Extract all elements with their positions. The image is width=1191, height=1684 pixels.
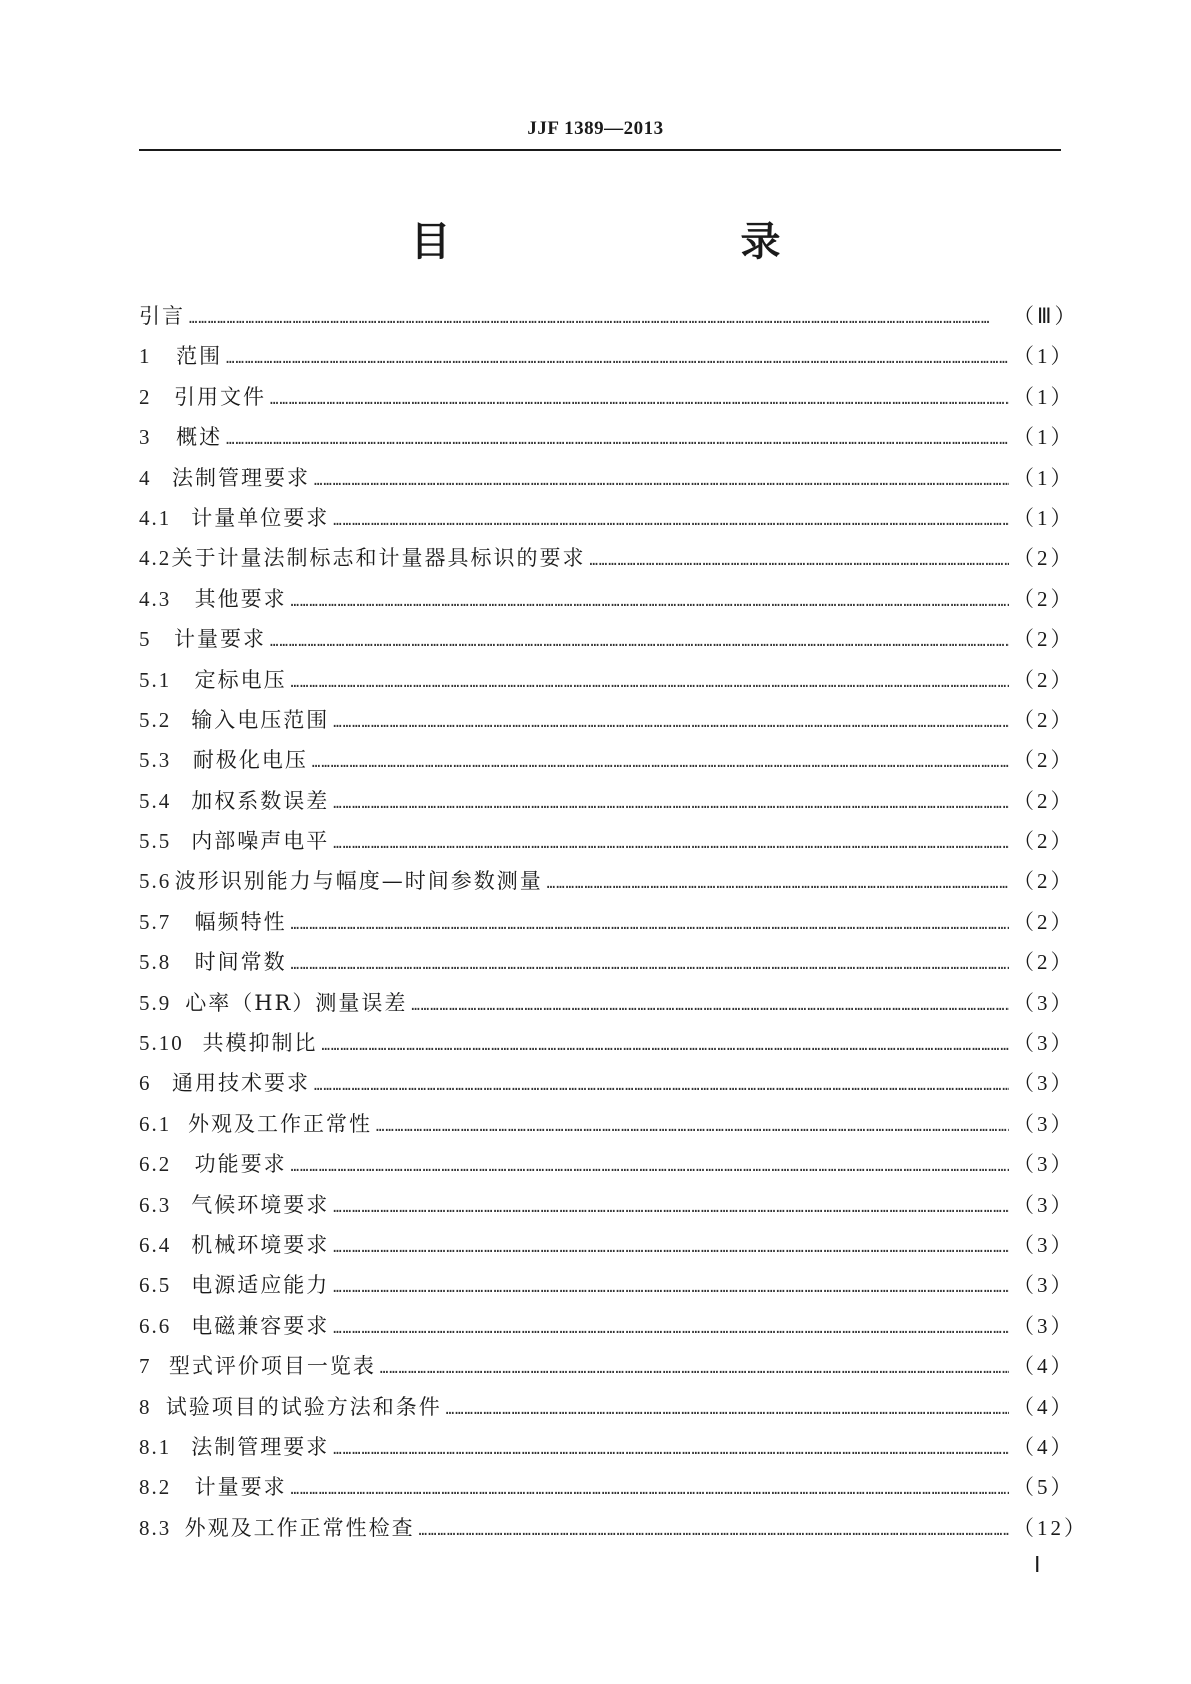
- toc-dot-leader: [291, 1159, 1009, 1175]
- toc-entry-number: 6.5: [139, 1273, 172, 1298]
- toc-entry-number: 6.4: [139, 1232, 172, 1257]
- toc-entry-page: （2）: [1013, 667, 1075, 692]
- toc-entry-title: 输入电压范围: [191, 707, 330, 732]
- document-code: JJF 1389—2013: [527, 118, 664, 139]
- toc-entry-page: （3）: [1013, 990, 1075, 1015]
- toc-entry[interactable]: [139, 1350, 1075, 1390]
- page-number: Ⅰ: [1034, 1552, 1041, 1577]
- toc-entry[interactable]: [139, 987, 1075, 1027]
- toc-entry-title: 引用文件: [174, 384, 267, 409]
- toc-entry-title: 定标电压: [194, 667, 287, 692]
- toc-entry-number: 8: [139, 1394, 152, 1419]
- toc-dot-leader: [312, 755, 1009, 771]
- toc-entry[interactable]: [139, 381, 1075, 421]
- toc-entry[interactable]: [139, 421, 1075, 461]
- toc-entry-title: 幅频特性: [194, 909, 287, 934]
- toc-entry-number: 6.1: [139, 1111, 172, 1136]
- toc-entry-page: （1）: [1013, 505, 1075, 530]
- header-divider: [139, 149, 1061, 151]
- toc-entry-page: （3）: [1013, 1273, 1075, 1298]
- toc-entry-title: 功能要求: [194, 1152, 287, 1177]
- toc-entry-page: （3）: [1013, 1152, 1075, 1177]
- toc-entry[interactable]: [139, 300, 1079, 340]
- toc-entry-number: 6.6: [139, 1313, 172, 1338]
- toc-entry[interactable]: [139, 1229, 1075, 1269]
- toc-entry-title: 引言: [139, 304, 185, 328]
- toc-entry-page: （3）: [1013, 1071, 1075, 1096]
- toc-entry-page: （2）: [1013, 909, 1075, 934]
- toc-entry[interactable]: [139, 744, 1075, 784]
- toc-entry[interactable]: [139, 462, 1075, 502]
- toc-entry-title: 范围: [176, 344, 223, 369]
- toc-entry[interactable]: [139, 1189, 1075, 1229]
- toc-dot-leader: [333, 836, 1009, 852]
- toc-entry-number: 3: [139, 425, 152, 450]
- toc-entry-number: 4.1: [139, 505, 172, 530]
- toc-entry-number: 5.6: [139, 869, 172, 894]
- toc-entry-page: （2）: [1013, 586, 1075, 611]
- toc-entry-title: 概述: [176, 425, 223, 450]
- toc-entry-title: 外观及工作正常性: [187, 1111, 372, 1136]
- toc-entry-page: （2）: [1013, 950, 1075, 975]
- toc-entry[interactable]: [139, 1108, 1075, 1148]
- toc-entry-title: 试验项目的试验方法和条件: [165, 1394, 442, 1419]
- toc-entry-number: 5.8: [139, 950, 172, 975]
- toc-entry[interactable]: [139, 664, 1075, 704]
- toc-dot-leader: [333, 1280, 1009, 1296]
- toc-entry[interactable]: [139, 340, 1075, 380]
- toc-dot-leader: [291, 594, 1009, 610]
- toc-entry[interactable]: [139, 1067, 1075, 1107]
- toc-entry-page: （2）: [1013, 627, 1075, 652]
- toc-entry-number: 1: [139, 344, 152, 369]
- toc-entry-number: 5.2: [139, 707, 172, 732]
- toc-entry-page: （1）: [1013, 344, 1075, 369]
- toc-entry[interactable]: [139, 1391, 1075, 1431]
- toc-entry-page: （2）: [1013, 829, 1075, 854]
- toc-dot-leader: [419, 1523, 1009, 1539]
- toc-entry-page: （3）: [1013, 1232, 1075, 1257]
- toc-entry-number: 6.2: [139, 1152, 172, 1177]
- toc-entry-title: 电磁兼容要求: [191, 1313, 330, 1338]
- toc-entry-page: （1）: [1013, 384, 1075, 409]
- toc-entry-number: 8.3: [139, 1515, 172, 1540]
- toc-entry-number: 5.7: [139, 909, 172, 934]
- toc-entry-page: （4）: [1013, 1394, 1075, 1419]
- toc-entry-page: （5）: [1013, 1475, 1075, 1500]
- toc-entry[interactable]: [139, 583, 1075, 623]
- toc-entry-number: 4.2: [139, 546, 172, 571]
- toc-entry[interactable]: [139, 704, 1075, 744]
- toc-entry-number: 2: [139, 384, 152, 409]
- toc-entry-title: 心率（HR）测量误差: [185, 990, 408, 1015]
- toc-entry-page: （Ⅲ）: [1013, 304, 1079, 328]
- toc-entry-title: 其他要求: [194, 586, 287, 611]
- toc-entry-page: （2）: [1013, 707, 1075, 732]
- toc-dot-leader: [270, 392, 1009, 408]
- toc-entry-page: （4）: [1013, 1354, 1075, 1379]
- toc-entry-title: 时间常数: [194, 950, 287, 975]
- toc-dot-leader: [333, 796, 1009, 812]
- toc-dot-leader: [291, 957, 1009, 973]
- toc-entry[interactable]: [139, 542, 1075, 582]
- toc-entry-number: 7: [139, 1354, 152, 1379]
- toc-entry-number: 8.1: [139, 1434, 172, 1459]
- toc-dot-leader: [589, 553, 1009, 569]
- toc-entry-title: 计量单位要求: [191, 505, 330, 530]
- toc-entry[interactable]: [139, 502, 1075, 542]
- toc-dot-leader: [547, 876, 1009, 892]
- toc-entry-page: （2）: [1013, 748, 1075, 773]
- toc-dot-leader: [291, 675, 1009, 691]
- toc-entry[interactable]: [139, 1512, 1088, 1552]
- toc-entry-page: （2）: [1013, 869, 1075, 894]
- toc-dot-leader: [321, 1038, 1009, 1054]
- toc-entry[interactable]: [139, 825, 1075, 865]
- page-title: 目 录: [410, 219, 851, 265]
- table-of-contents: [139, 300, 1088, 1552]
- toc-entry-number: 5.4: [139, 788, 172, 813]
- toc-entry-title: 型式评价项目一览表: [168, 1354, 376, 1379]
- toc-entry[interactable]: [139, 1310, 1075, 1350]
- toc-entry-number: 5.3: [139, 748, 172, 773]
- toc-entry-number: 5.5: [139, 829, 172, 854]
- toc-dot-leader: [376, 1119, 1009, 1135]
- toc-dot-leader: [291, 1482, 1009, 1498]
- toc-entry[interactable]: [139, 1027, 1075, 1067]
- toc-entry[interactable]: [139, 1148, 1075, 1188]
- toc-entry-number: 6: [139, 1071, 152, 1096]
- toc-entry-title: 内部噪声电平: [191, 829, 330, 854]
- toc-entry-title: 机械环境要求: [191, 1232, 330, 1257]
- toc-dot-leader: [226, 351, 1009, 367]
- toc-dot-leader: [411, 998, 1009, 1014]
- toc-entry[interactable]: [139, 1431, 1075, 1471]
- toc-dot-leader: [226, 432, 1009, 448]
- toc-entry-number: 8.2: [139, 1475, 172, 1500]
- toc-dot-leader: [333, 715, 1009, 731]
- toc-entry-page: （2）: [1013, 546, 1075, 571]
- toc-dot-leader: [333, 1321, 1009, 1337]
- toc-dot-leader: [189, 311, 1009, 327]
- toc-entry[interactable]: [139, 623, 1075, 663]
- toc-entry-page: （1）: [1013, 465, 1075, 490]
- toc-entry-page: （1）: [1013, 425, 1075, 450]
- toc-entry-number: 5.1: [139, 667, 172, 692]
- toc-entry[interactable]: [139, 1269, 1075, 1309]
- toc-entry[interactable]: [139, 946, 1075, 986]
- toc-entry-number: 4.3: [139, 586, 172, 611]
- toc-entry-page: （3）: [1013, 1313, 1075, 1338]
- toc-entry-number: 5.10: [139, 1031, 184, 1056]
- toc-entry[interactable]: [139, 906, 1075, 946]
- toc-entry-page: （12）: [1013, 1515, 1088, 1540]
- toc-entry-number: 6.3: [139, 1192, 172, 1217]
- toc-entry-number: 4: [139, 465, 152, 490]
- toc-dot-leader: [291, 917, 1009, 933]
- toc-dot-leader: [380, 1361, 1009, 1377]
- toc-entry[interactable]: [139, 785, 1075, 825]
- toc-entry-title: 计量要求: [174, 627, 267, 652]
- toc-entry-title: 耐极化电压: [192, 748, 308, 773]
- toc-entry-title: 气候环境要求: [191, 1192, 330, 1217]
- toc-dot-leader: [333, 1200, 1009, 1216]
- toc-entry-number: 5.9: [139, 990, 172, 1015]
- toc-dot-leader: [333, 1240, 1009, 1256]
- toc-entry-page: （3）: [1013, 1192, 1075, 1217]
- toc-entry-title: 关于计量法制标志和计量器具标识的要求: [171, 546, 586, 571]
- toc-entry-page: （4）: [1013, 1434, 1075, 1459]
- toc-entry[interactable]: [139, 1471, 1075, 1511]
- toc-dot-leader: [333, 513, 1009, 529]
- toc-entry-number: 5: [139, 627, 152, 652]
- toc-entry-page: （3）: [1013, 1031, 1075, 1056]
- toc-dot-leader: [314, 1078, 1009, 1094]
- toc-entry-title: 法制管理要求: [171, 465, 310, 490]
- toc-dot-leader: [333, 1442, 1009, 1458]
- toc-entry-page: （3）: [1013, 1111, 1075, 1136]
- toc-dot-leader: [314, 473, 1009, 489]
- toc-entry-title: 计量要求: [194, 1475, 287, 1500]
- toc-entry[interactable]: [139, 865, 1075, 905]
- toc-entry-page: （2）: [1013, 788, 1075, 813]
- toc-entry-title: 共模抑制比: [202, 1031, 318, 1056]
- toc-entry-title: 外观及工作正常性检查: [184, 1515, 415, 1540]
- toc-entry-title: 电源适应能力: [191, 1273, 330, 1298]
- toc-entry-title: 通用技术要求: [171, 1071, 310, 1096]
- toc-dot-leader: [446, 1402, 1009, 1418]
- toc-entry-title: 波形识别能力与幅度—时间参数测量: [174, 869, 543, 894]
- toc-entry-title: 法制管理要求: [191, 1434, 330, 1459]
- toc-entry-title: 加权系数误差: [191, 788, 330, 813]
- toc-dot-leader: [270, 634, 1009, 650]
